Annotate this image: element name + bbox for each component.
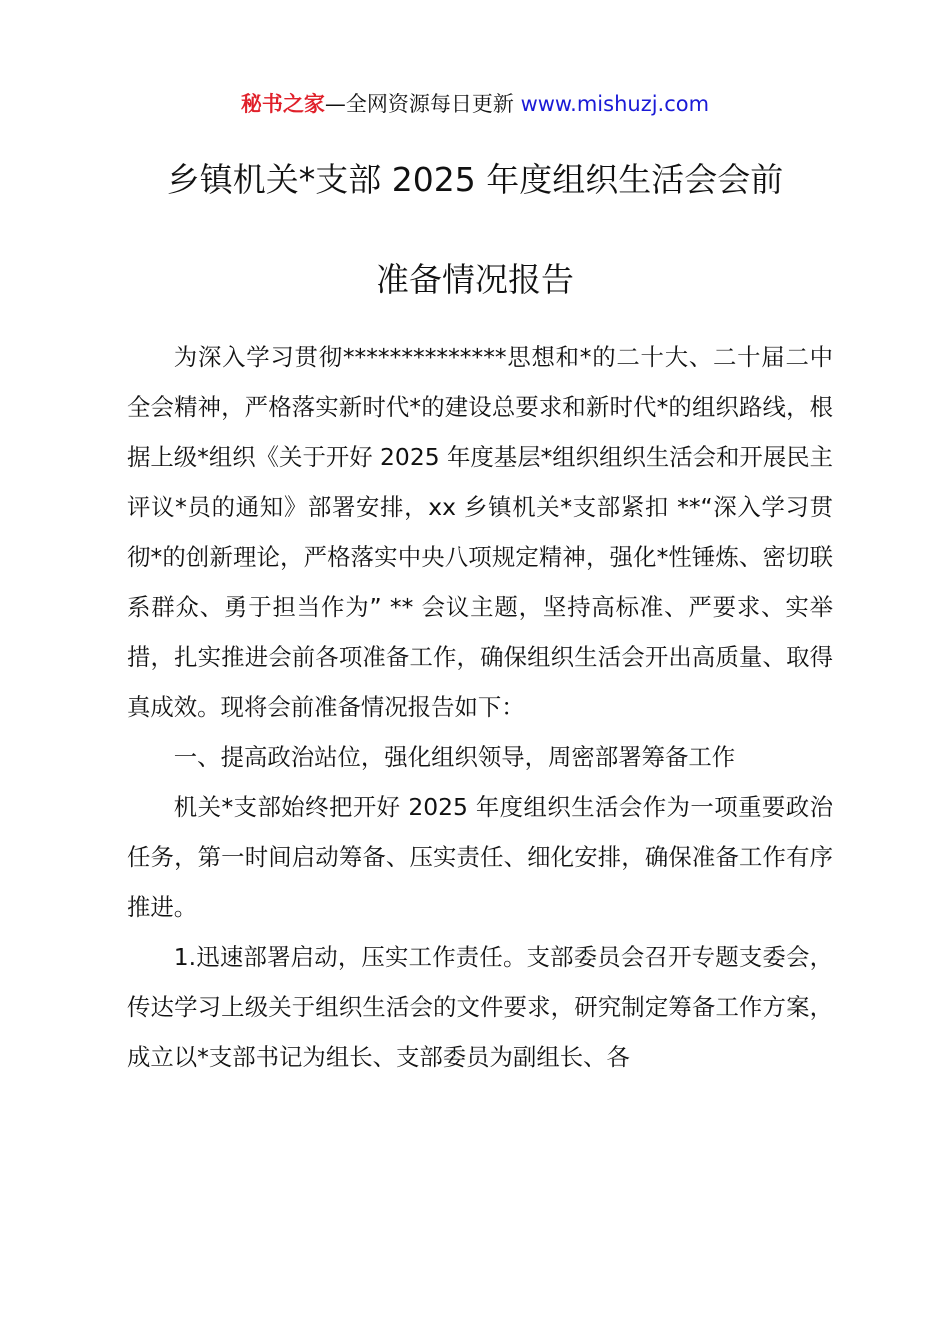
site-header bbox=[0, 88, 950, 120]
body-paragraph-section-1: 机关*支部始终把开好 2025 年度组织生活会作为一项重要政治任务，第一时间启动筹备、压实责任、细化安排，确保准备工作有序推进。 bbox=[127, 793, 833, 921]
section-heading-1: 一、提高政治站位，强化组织领导，周密部署筹备工作 bbox=[173, 743, 736, 771]
document-title-line-1: 乡镇机关*支部 2025 年度组织生活会会前 bbox=[166, 160, 784, 199]
document-title-line-2: 准备情况报告 bbox=[376, 260, 574, 299]
brand-name: 秘书之家 bbox=[240, 92, 325, 116]
body-paragraph-item-1: 1.迅速部署启动，压实工作责任。支部委员会召开专题支委会，传达学习上级关于组织生活会的文件要求，研究制定筹备工作方案，成立以*支部书记为组长、支部委员为副组长、各 bbox=[127, 943, 833, 1071]
site-url-link[interactable]: www.mishuzj.com bbox=[520, 92, 710, 116]
body-paragraph-intro: 为深入学习贯彻**************思想和*的二十大、二十届二中全会精神，严格落实新时代*的建设总要求和新时代*的组织路线，根据上级*组织《关于开好 2025 年度基层*组织组织生活会和开展民主评议*员的通知》部署安排，xx 乡镇机关*支部紧扣 **“深入学习贯彻*的创新理论，严格落实中央八项规定精神，强化*性锤炼、密切联系群众、勇于担当作为” ** 会议主题，坚持高标准、严要求、实举措，扎实推进会前各项准备工作，确保组织生活会开出高质量、取得真成效。现将会前准备情况报告如下： bbox=[127, 343, 833, 721]
header-tagline: —全网资源每日更新 bbox=[324, 92, 514, 116]
document-body bbox=[127, 332, 833, 1082]
